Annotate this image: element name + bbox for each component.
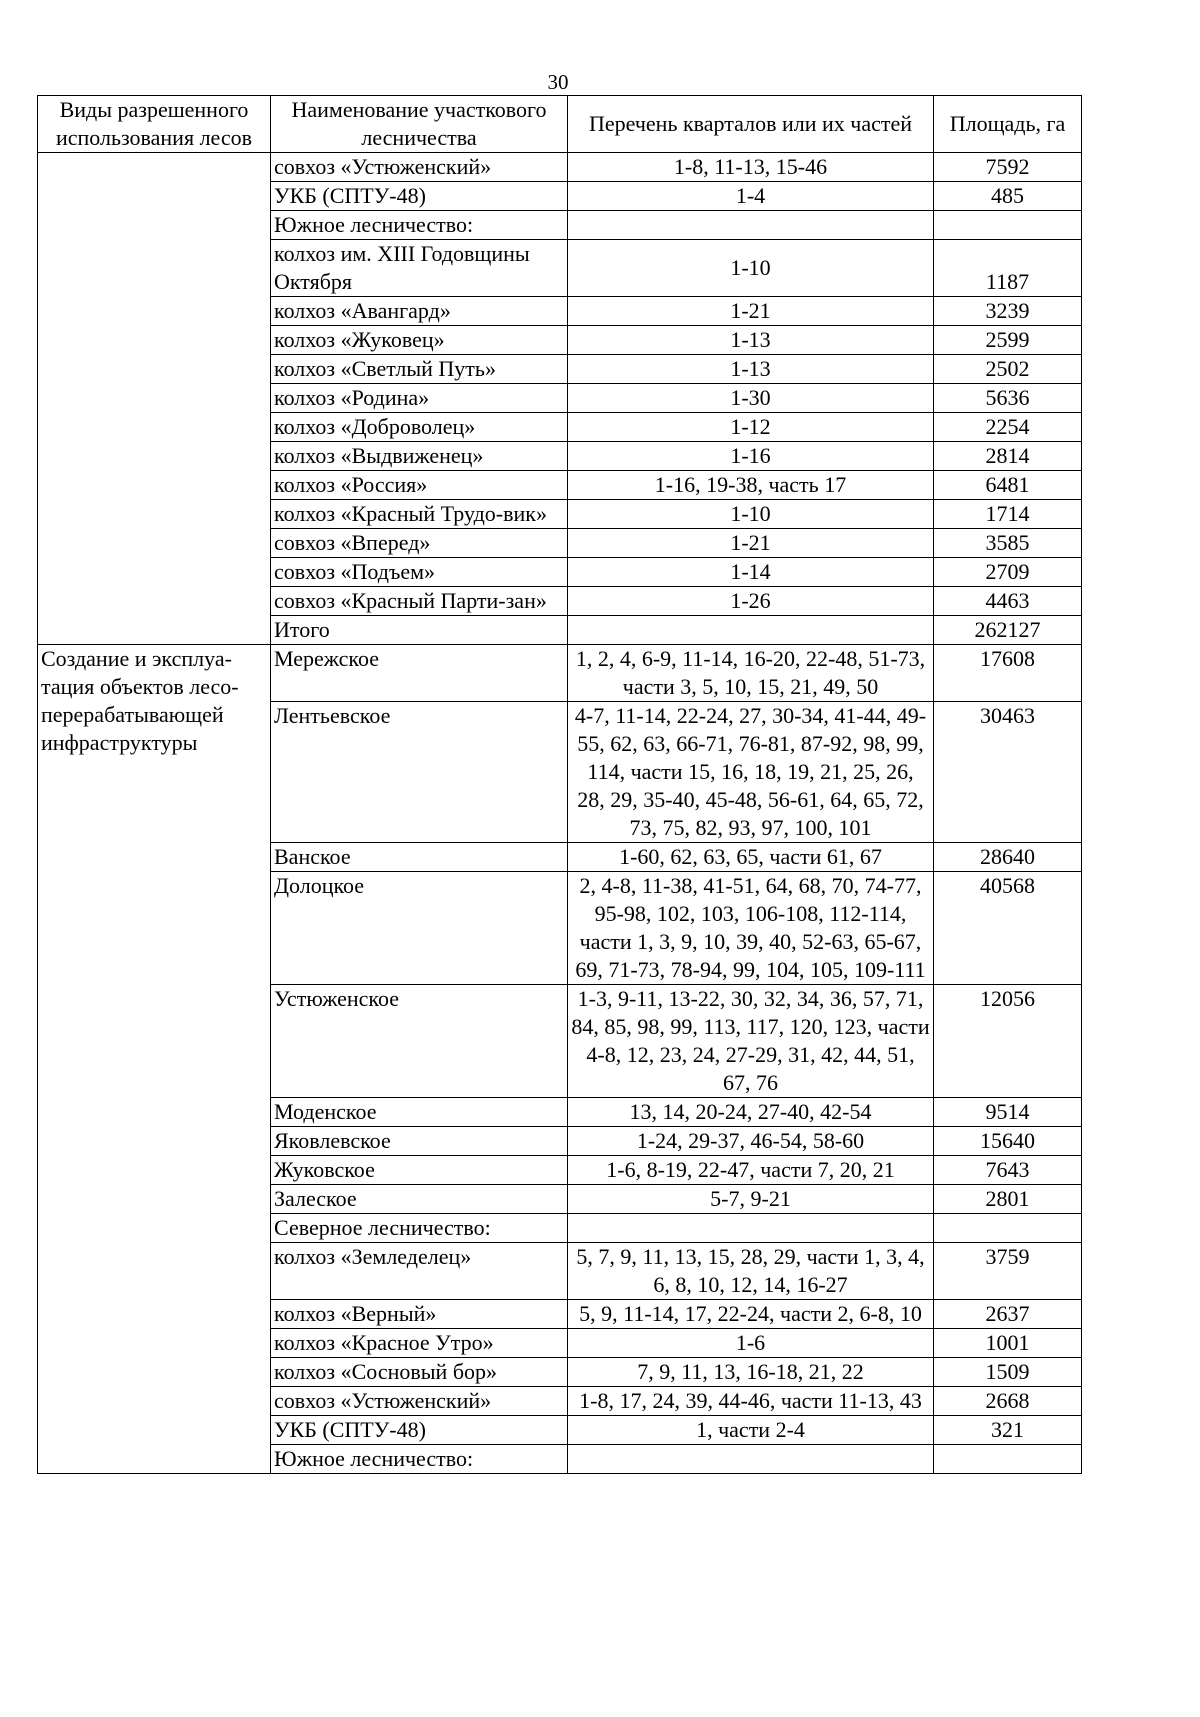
forestry-name: колхоз «Красное Утро» [271,1329,568,1358]
forestry-name: колхоз «Выдвиженец» [271,442,568,471]
forestry-name: Залеское [271,1185,568,1214]
quarters-list: 1-6 [568,1329,934,1358]
quarters-list: 1-24, 29-37, 46-54, 58-60 [568,1127,934,1156]
area-value: 3239 [934,297,1082,326]
forestry-name: колхоз «Верный» [271,1300,568,1329]
forestry-name: совхоз «Устюженский» [271,153,568,182]
area-value: 2814 [934,442,1082,471]
quarters-list: 5, 9, 11-14, 17, 22-24, части 2, 6-8, 10 [568,1300,934,1329]
quarters-list: 1-13 [568,326,934,355]
quarters-list [568,1445,934,1474]
area-value: 1509 [934,1358,1082,1387]
forestry-name: колхоз «Доброволец» [271,413,568,442]
total-label: Итого [271,616,568,645]
area-value [934,1445,1082,1474]
forestry-name: Ванское [271,843,568,872]
forestry-name: Южное лесничество: [271,211,568,240]
forestry-name: совхоз «Вперед» [271,529,568,558]
quarters-list: 13, 14, 20-24, 27-40, 42-54 [568,1098,934,1127]
area-value: 2637 [934,1300,1082,1329]
use-type-cell-continued [38,153,271,645]
quarters-list: 7, 9, 11, 13, 16-18, 21, 22 [568,1358,934,1387]
forestry-name: колхоз «Авангард» [271,297,568,326]
quarters-list: 5-7, 9-21 [568,1185,934,1214]
quarters-list: 1-3, 9-11, 13-22, 30, 32, 34, 36, 57, 71, 84, 85, 98, 99, 113, 117, 120, 123, части 4-8, 12, 23, 24, 27-29, 31, 42, 44, 51, 67, 76 [568,985,934,1098]
forestry-name: Моденское [271,1098,568,1127]
forestry-name: совхоз «Красный Парти-зан» [271,587,568,616]
area-value: 321 [934,1416,1082,1445]
area-value: 3585 [934,529,1082,558]
forestry-name: УКБ (СПТУ-48) [271,1416,568,1445]
total-area-value: 262127 [934,616,1082,645]
quarters-list: 1-21 [568,529,934,558]
forestry-name: колхоз «Светлый Путь» [271,355,568,384]
forestry-name: колхоз «Россия» [271,471,568,500]
quarters-list: 1-21 [568,297,934,326]
forestry-name: Устюженское [271,985,568,1098]
table-row [38,645,1082,702]
forestry-name: УКБ (СПТУ-48) [271,182,568,211]
forestry-name: Лентьевское [271,702,568,843]
table-header-row [38,96,1082,153]
area-value: 28640 [934,843,1082,872]
quarters-list [568,1214,934,1243]
header-forestry: Наименование участкового лесничества [271,96,568,153]
header-area: Площадь, га [934,96,1082,153]
quarters-list: 1-10 [568,500,934,529]
forestry-name: колхоз «Жуковец» [271,326,568,355]
header-quarters: Перечень кварталов или их частей [568,96,934,153]
forestry-name: Южное лесничество: [271,1445,568,1474]
quarters-list: 1-60, 62, 63, 65, части 61, 67 [568,843,934,872]
table-row [38,153,1082,182]
header-use-type: Виды разрешенного использования лесов [38,96,271,153]
quarters-list: 1-16, 19-38, часть 17 [568,471,934,500]
forestry-name: колхоз им. XIII Годовщины Октября [271,240,568,297]
quarters-list: 1-8, 17, 24, 39, 44-46, части 11-13, 43 [568,1387,934,1416]
forestry-name: совхоз «Подъем» [271,558,568,587]
quarters-list: 1-14 [568,558,934,587]
page-number: 30 [547,70,569,94]
forestry-name: совхоз «Устюженский» [271,1387,568,1416]
area-value: 485 [934,182,1082,211]
area-value [934,1214,1082,1243]
quarters-list: 1-6, 8-19, 22-47, части 7, 20, 21 [568,1156,934,1185]
area-value: 30463 [934,702,1082,843]
area-value: 1001 [934,1329,1082,1358]
area-value: 2668 [934,1387,1082,1416]
forest-use-table [37,95,1082,1474]
area-value: 3759 [934,1243,1082,1300]
area-value: 15640 [934,1127,1082,1156]
quarters-list: 1, 2, 4, 6-9, 11-14, 16-20, 22-48, 51-73, части 3, 5, 10, 15, 21, 49, 50 [568,645,934,702]
quarters-list: 5, 7, 9, 11, 13, 15, 28, 29, части 1, 3, 4, 6, 8, 10, 12, 14, 16-27 [568,1243,934,1300]
quarters-list: 1-26 [568,587,934,616]
forestry-name: Мережское [271,645,568,702]
forestry-name: Северное лесничество: [271,1214,568,1243]
area-value: 5636 [934,384,1082,413]
area-value: 1187 [934,240,1082,297]
quarters-list: 1-10 [568,240,934,297]
forestry-name: колхоз «Сосновый бор» [271,1358,568,1387]
area-value: 4463 [934,587,1082,616]
forestry-name: колхоз «Красный Трудо-вик» [271,500,568,529]
quarters-list: 1-12 [568,413,934,442]
forestry-name: колхоз «Родина» [271,384,568,413]
quarters-list: 1-4 [568,182,934,211]
area-value: 12056 [934,985,1082,1098]
area-value: 2254 [934,413,1082,442]
area-value: 7592 [934,153,1082,182]
forestry-name: колхоз «Земледелец» [271,1243,568,1300]
forestry-name: Яковлевское [271,1127,568,1156]
area-value: 9514 [934,1098,1082,1127]
forestry-name: Долоцкое [271,872,568,985]
quarters-list: 4-7, 11-14, 22-24, 27, 30-34, 41-44, 49-55, 62, 63, 66-71, 76-81, 87-92, 98, 99, 114, части 15, 16, 18, 19, 21, 25, 26, 28, 29, 35-40, 45-48, 56-61, 64, 65, 72, 73, 75, 82, 93, 97, 100, 101 [568,702,934,843]
area-value [934,211,1082,240]
quarters-list: 1-30 [568,384,934,413]
area-value: 1714 [934,500,1082,529]
quarters-list: 2, 4-8, 11-38, 41-51, 64, 68, 70, 74-77, 95-98, 102, 103, 106-108, 112-114, части 1, 3, 9, 10, 39, 40, 52-63, 65-67, 69, 71-73, 78-94, 99, 104, 105, 109-111 [568,872,934,985]
quarters-list: 1, части 2-4 [568,1416,934,1445]
area-value: 2709 [934,558,1082,587]
quarters-list: 1-8, 11-13, 15-46 [568,153,934,182]
area-value: 7643 [934,1156,1082,1185]
use-type-cell: Создание и эксплуа-тация объектов лесо-перерабатывающей инфраструктуры [38,645,271,1474]
area-value: 6481 [934,471,1082,500]
quarters-list: 1-13 [568,355,934,384]
area-value: 40568 [934,872,1082,985]
forestry-name: Жуковское [271,1156,568,1185]
area-value: 2801 [934,1185,1082,1214]
area-value: 2599 [934,326,1082,355]
area-value: 2502 [934,355,1082,384]
quarters-list [568,211,934,240]
quarters-list: 1-16 [568,442,934,471]
area-value: 17608 [934,645,1082,702]
quarters-list [568,616,934,645]
